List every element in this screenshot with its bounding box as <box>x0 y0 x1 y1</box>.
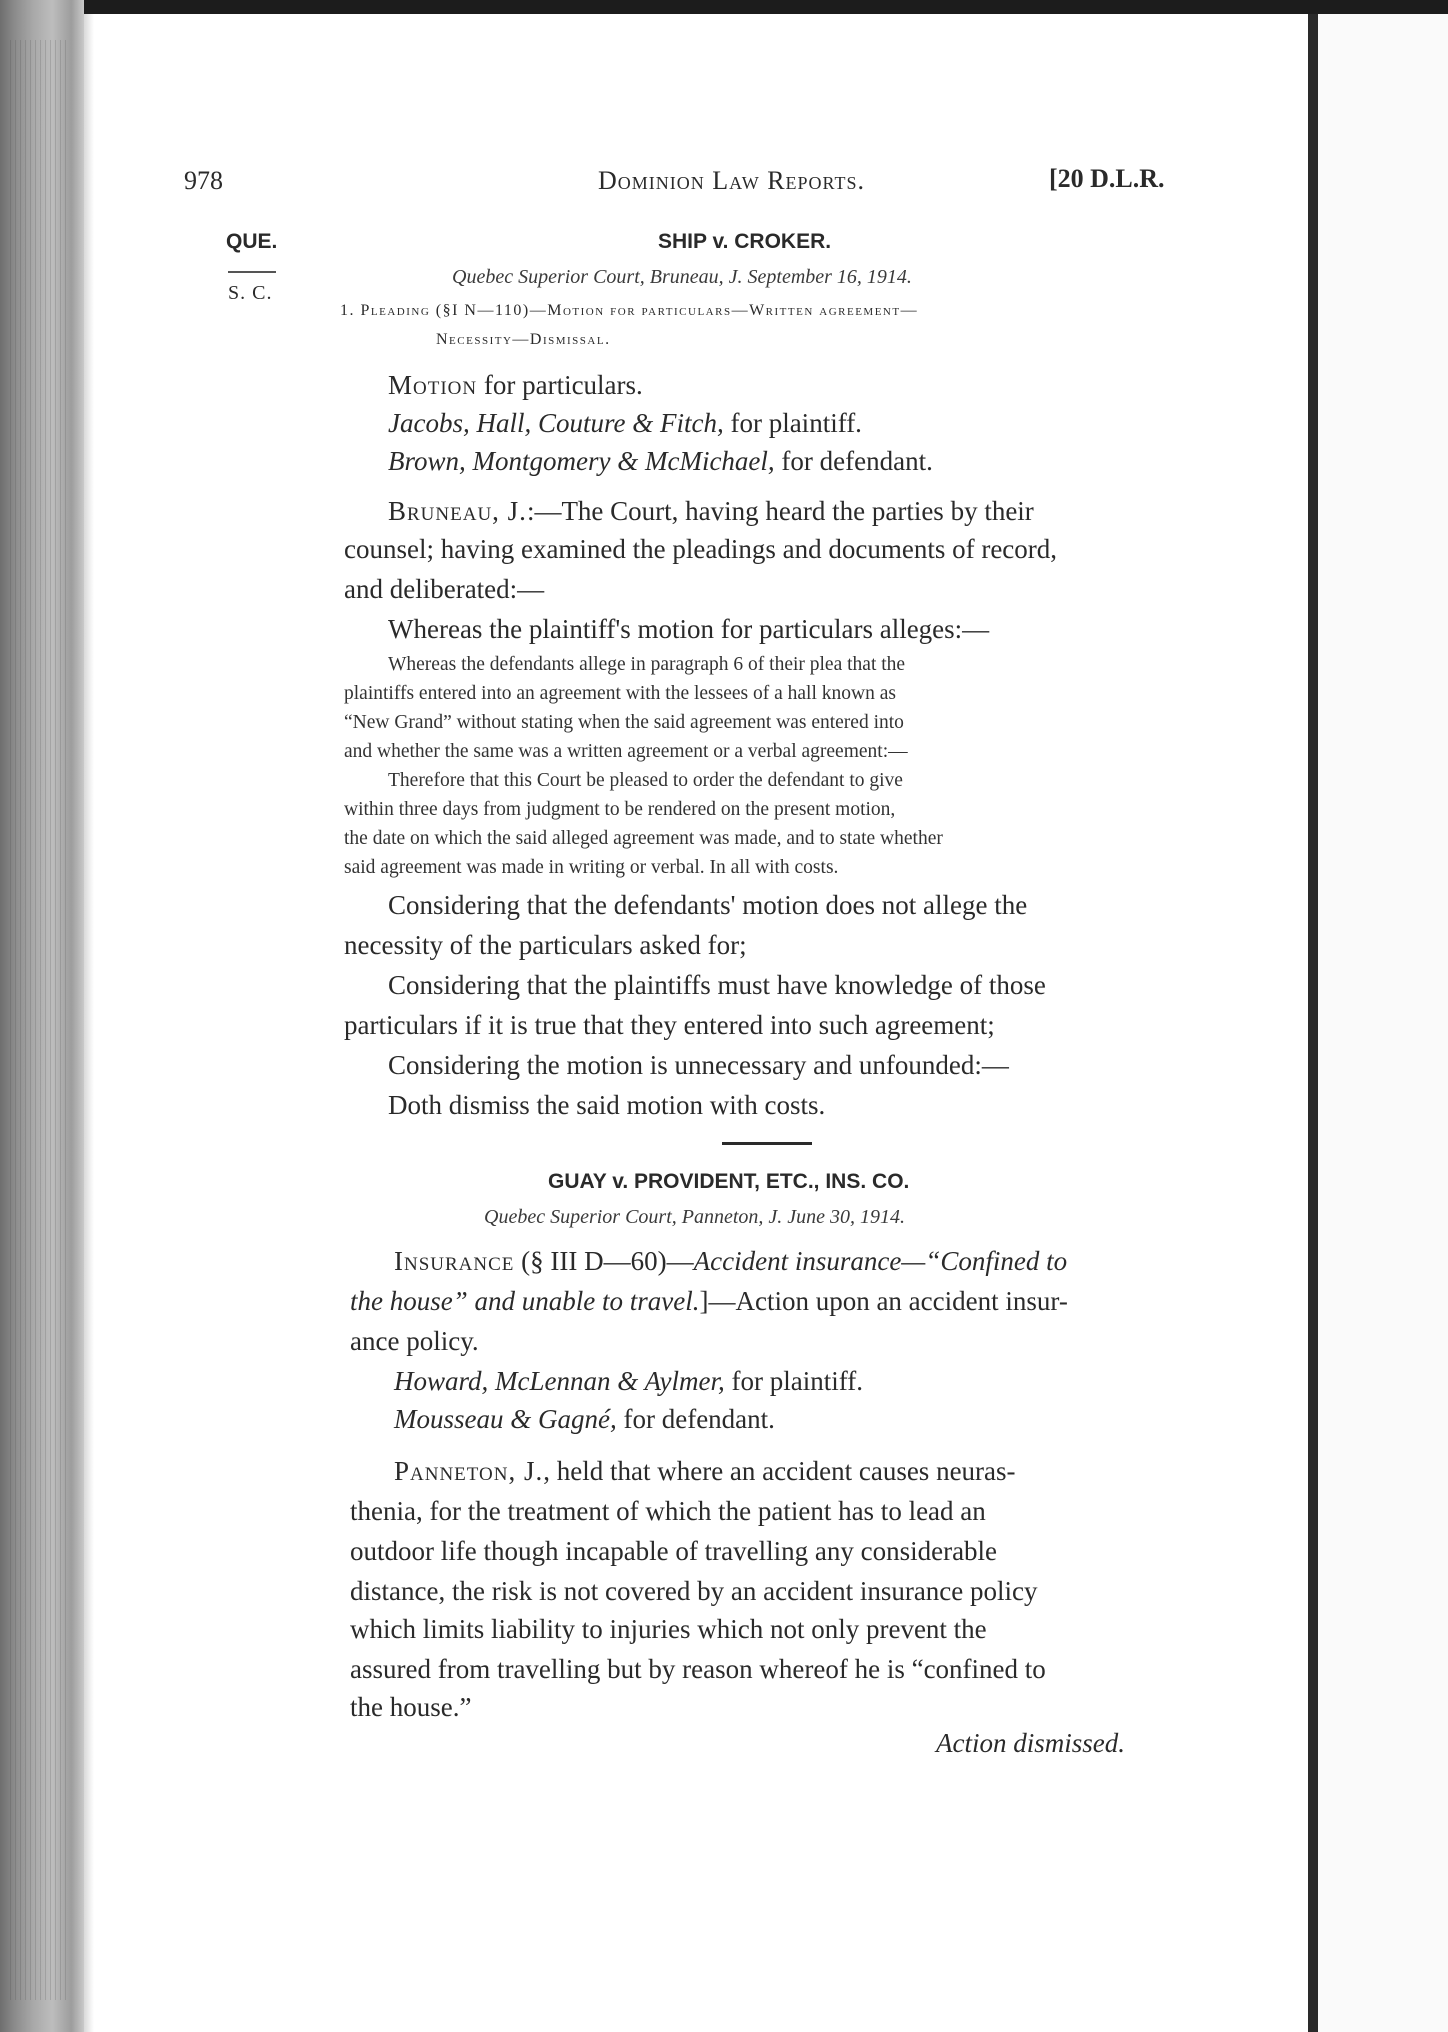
page-edges <box>10 40 70 2000</box>
quoted-motion-line-7: the date on which the said alleged agreement was made, and to state whether <box>344 828 943 849</box>
considering-1-line-1: Considering that the defendants' motion does not allege the <box>388 890 1028 920</box>
quoted-motion-line-8: said agreement was made in writing or verbal. In all with costs. <box>344 857 839 878</box>
headnote-rest: ]—Action upon an accident insur- <box>699 1286 1068 1316</box>
judge-name-bruneau: Bruneau, J. <box>388 496 527 526</box>
for-defendant-text-2: for defendant. <box>616 1404 775 1434</box>
running-head: Dominion Law Reports. <box>598 166 865 195</box>
defendant-counsel-names: Brown, Montgomery & McMichael, <box>388 446 775 476</box>
book-spine <box>0 0 84 2032</box>
for-plaintiff-text: for plaintiff. <box>723 408 862 438</box>
case-title-ship-v-croker: SHIP v. CROKER. <box>658 230 832 253</box>
quoted-motion-line-4: and whether the same was a written agreement or a verbal agreement:— <box>344 741 908 762</box>
headnote-italic-2: the house” and unable to travel. <box>350 1286 700 1316</box>
headnote-case2-line-2 <box>350 1286 1068 1317</box>
quoted-motion-line-6: within three days from judgment to be rendered on the present motion, <box>344 799 896 820</box>
court-line-case1: Quebec Superior Court, Bruneau, J. September 16, 1914. <box>452 266 912 288</box>
headnote-line-2: Necessity—Dismissal. <box>436 331 611 348</box>
motion-line <box>388 370 643 401</box>
held-text-1: , held that where an accident causes neuras- <box>543 1456 1016 1486</box>
headnote-subject: Insurance <box>394 1246 515 1276</box>
volume-reference: [20 D.L.R. <box>1049 164 1165 193</box>
considering-3: Considering the motion is unnecessary and unfounded:— <box>388 1050 1009 1080</box>
counsel-defendant-case2 <box>394 1404 775 1435</box>
judgment-line-2: counsel; having examined the pleadings and documents of record, <box>344 534 1058 564</box>
scan-top-border <box>0 0 1448 14</box>
quoted-motion-line-5: Therefore that this Court be pleased to order the defendant to give <box>388 770 903 791</box>
held-line-6: assured from travelling but by reason whereof he is “confined to <box>350 1654 1046 1684</box>
quoted-motion-line-1: Whereas the defendants allege in paragraph 6 of their plea that the <box>388 654 906 675</box>
held-line-7: the house.” <box>350 1692 472 1722</box>
motion-cap: Motion <box>388 370 478 400</box>
judgment-line-1 <box>388 496 1034 527</box>
case-result: Action dismissed. <box>936 1728 1125 1758</box>
held-line-5: which limits liability to injuries which not only prevent the <box>350 1614 987 1644</box>
judgment-text-1: :—The Court, having heard the parties by their <box>526 496 1034 526</box>
for-defendant-text: for defendant. <box>774 446 933 476</box>
headnote-line-1: 1. Pleading (§I N—110)—Motion for particulars—Written agreement— <box>340 302 919 319</box>
judge-name-panneton: Panneton, J. <box>394 1456 544 1486</box>
considering-2-line-2: particulars if it is true that they entered into such agreement; <box>344 1010 995 1040</box>
considering-2-line-1: Considering that the plaintiffs must have knowledge of those <box>388 970 1046 1000</box>
margin-divider <box>228 271 276 273</box>
dismissal-line: Doth dismiss the said motion with costs. <box>388 1090 826 1120</box>
headnote-case2-line-1 <box>394 1246 1067 1277</box>
plaintiff-counsel-names: Jacobs, Hall, Couture & Fitch, <box>388 408 724 438</box>
counsel-plaintiff-case1 <box>388 408 862 439</box>
defendant-counsel-names-2: Mousseau & Gagné, <box>394 1404 617 1434</box>
quoted-motion-line-3: “New Grand” without stating when the said agreement was entered into <box>344 712 904 733</box>
for-plaintiff-text-2: for plaintiff. <box>724 1366 863 1396</box>
plaintiff-counsel-names-2: Howard, McLennan & Aylmer, <box>394 1366 725 1396</box>
motion-rest: for particulars. <box>477 370 643 400</box>
case-separator <box>722 1142 812 1145</box>
counsel-defendant-case1 <box>388 446 933 477</box>
headnote-case2-line-3: ance policy. <box>350 1326 479 1356</box>
judgment-line-3: and deliberated:— <box>344 574 545 604</box>
page-number: 978 <box>184 166 223 195</box>
counsel-plaintiff-case2 <box>394 1366 863 1397</box>
margin-court: S. C. <box>228 282 273 304</box>
held-line-1 <box>394 1456 1016 1487</box>
held-line-3: outdoor life though incapable of travelling any considerable <box>350 1536 998 1566</box>
held-line-2: thenia, for the treatment of which the patient has to lead an <box>350 1496 986 1526</box>
held-line-4: distance, the risk is not covered by an accident insurance policy <box>350 1576 1038 1606</box>
margin-province: QUE. <box>226 230 278 253</box>
court-line-case2: Quebec Superior Court, Panneton, J. June 30, 1914. <box>484 1206 906 1228</box>
whereas-line: Whereas the plaintiff's motion for particulars alleges:— <box>388 614 990 644</box>
headnote-reference: (§ III D—60)— <box>514 1246 694 1276</box>
considering-1-line-2: necessity of the particulars asked for; <box>344 930 747 960</box>
headnote-italic-1: Accident insurance—“Confined to <box>693 1246 1068 1276</box>
gutter-shadow <box>84 14 94 2032</box>
facing-page <box>1318 14 1448 2032</box>
quoted-motion-line-2: plaintiffs entered into an agreement with the lessees of a hall known as <box>344 683 896 704</box>
case-title-guay-v-provident: GUAY v. PROVIDENT, ETC., INS. CO. <box>548 1170 910 1193</box>
facing-page-edge <box>1308 14 1318 2032</box>
